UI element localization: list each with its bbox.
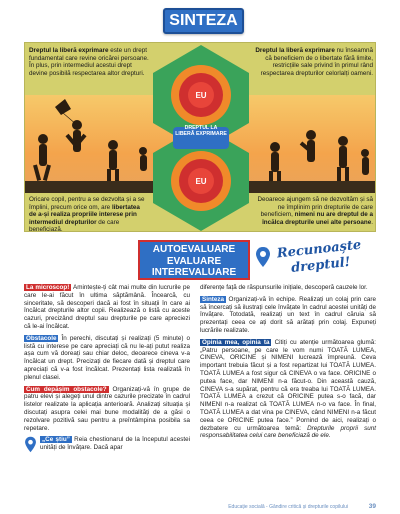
tag-microscope: La microscop! [26, 284, 70, 291]
paragraph-microscope [24, 284, 190, 331]
info-top-right-text: nu înseamnă că beneficiem de o libertate fără limite, restricțiile sale privind în primul rând respectarea drepturilor celorlalți oameni. [260, 47, 373, 77]
location-pin-icon-small [24, 436, 37, 453]
info-bottom-left [29, 196, 149, 232]
evaluation-heading-box [138, 240, 250, 280]
info-bottom-right-text2: . [371, 218, 373, 226]
heading-line-3: INTEREVALUARE [151, 267, 237, 278]
info-top-right [253, 47, 373, 77]
paragraph-obstacles [24, 335, 190, 382]
location-pin-icon [255, 246, 271, 268]
tag-what-i-know: „Ce știu” [42, 436, 70, 444]
tag-overcome: Cum depășim obstacole? [26, 385, 107, 393]
heading-line-2: EVALUARE [166, 255, 222, 267]
page-footer [24, 504, 376, 512]
info-top-left-text: este un drept fundamental care revine oricărei persoane. În plus, prin intermediul acestui drept devine posibilă respectarea altor drepturi. [29, 47, 149, 77]
text-opinion-italic: Drepturile proprii sunt responsabilitatea celui care beneficiază de ele. [200, 424, 377, 440]
info-top-left [29, 47, 149, 77]
script-title: Recunoaște dreptul! [276, 237, 362, 277]
left-column [24, 284, 190, 456]
text-synthesis: Organizați-vă în echipe. Realizați un colaj prin care să încercați să ilustrați cele învățate în cadrul acestei unități de învățare. Totodată, realizați un text în cadrul căruia să prezentați ceea ce ați dorit să arătați prin colaj. Expuneți lucrările realizate. [200, 295, 376, 334]
heading-line-1: AUTOEVALUARE [152, 244, 236, 255]
rights-infographic [24, 42, 376, 232]
eu-label-bottom: EU [195, 177, 207, 186]
info-bottom-left-bold: libertatea de a-și realiza propriile interese prin intermediul drepturilor [29, 203, 140, 226]
page-number: 39 [368, 503, 376, 510]
info-bottom-left-text2: de care beneficiază. [29, 218, 120, 232]
info-top-right-bold: Dreptul la liberă exprimare [255, 47, 335, 54]
page-title: SINTEZA [169, 12, 238, 29]
paragraph-synthesis [200, 296, 376, 335]
tag-opinion: Opinia mea, opinia ta [202, 338, 270, 346]
eu-label-top: EU [195, 91, 207, 100]
text-obstacles: În perechi, discutați și realizați (5 minute) o listă cu interese pe care apreciați că nu le-ați putut realiza așa cum vă doreați sau chiar deloc, deoarece cineva v-a încălcat un drept. Precizați de fiecare dată și dreptul care apreciați că v-a fost încălcat. Prezentați lista realizată în plenul clasei. [24, 334, 190, 381]
text-what-i-know: Reia chestionarul de la începutul acestei unități de învățare. Dacă apar [40, 436, 190, 452]
info-bottom-right-bold: nimeni nu are dreptul de a încălca drepturile unei alte persoane [262, 211, 373, 226]
text-opinion: Citiți cu atenție următoarea glumă: „Patru persoane, pe care le vom numi TOATĂ LUMEA, CINEVA, ORICINE și NIMENI lucrează împreună. Ceva important trebuia făcut și a fost repartizat lui TOATĂ LUMEA. TOATĂ LUMEA a fost sigur că CINEVA o va face. ORICINE o putea face, dar NIMENI n-a făcut-o. Din această cauză, CINEVA s-a supărat, pentru că era treaba lui TOATĂ LUMEA. TOATĂ LUMEA a crezut că ORICINE putea s-o facă, dar NIMENI n-a realizat că TOATĂ LUMEA n-o va face. În final, TOATĂ LUMEA a dat vina pe CINEVA, când NIMENI n-a făcut ceea ce ORICINE putea face.” Pornind de aici, realizați o dezbatere cu următoarea temă: [200, 338, 376, 432]
info-bottom-right-text1: Deoarece ajungem să ne dezvoltăm și să ne împlinim prin drepturile de care beneficiem, [257, 196, 373, 219]
tag-obstacles: Obstacole [26, 334, 57, 342]
text-microscope: Amintește-ți cât mai multe din lucrurile pe care le-ai făcut în ultima săptămână. Încearcă, cu sinceritate, să descoperi dacă ai fost în situații în care ai încălcat drepturile altor copii. Realizează o listă cu aceste cazuri, precizând dreptul sau drepturile pe care apreciezi că le-ai încălcat. [24, 284, 190, 330]
text-overcome: Organizați-vă în grupe de patru elevi și alegeți unul dintre cazurile precizate în cadrul listelor realizate la aplicația anterioară. Analizați situația și discutați asupra celei mai bune modalități de a găsi o rezolvare pozitivă sau pentru a preîntâmpina posibila sa repetare. [24, 385, 191, 432]
info-top-left-bold: Dreptul la liberă exprimare [29, 47, 109, 54]
page-title-box [163, 8, 244, 34]
paragraph-what-i-know [24, 436, 190, 452]
paragraph-overcome [24, 386, 190, 433]
central-diagram [151, 43, 251, 232]
paragraph-continuation: diferențe față de răspunsurile inițiale, descoperă cauzele lor. [200, 284, 368, 291]
info-bottom-left-text1: Oricare copil, pentru a se dezvolta și a se împlini, precum orice om, are [29, 196, 145, 211]
right-column [200, 284, 376, 444]
paragraph-opinion [200, 339, 376, 440]
info-bottom-right [253, 196, 373, 226]
tag-synthesis: Sinteza [202, 295, 225, 303]
footer-text: Educație socială - Gândire critică și drepturile copilului [228, 504, 348, 510]
center-label: DREPTUL LA LIBERĂ EXPRIMARE [175, 125, 227, 137]
